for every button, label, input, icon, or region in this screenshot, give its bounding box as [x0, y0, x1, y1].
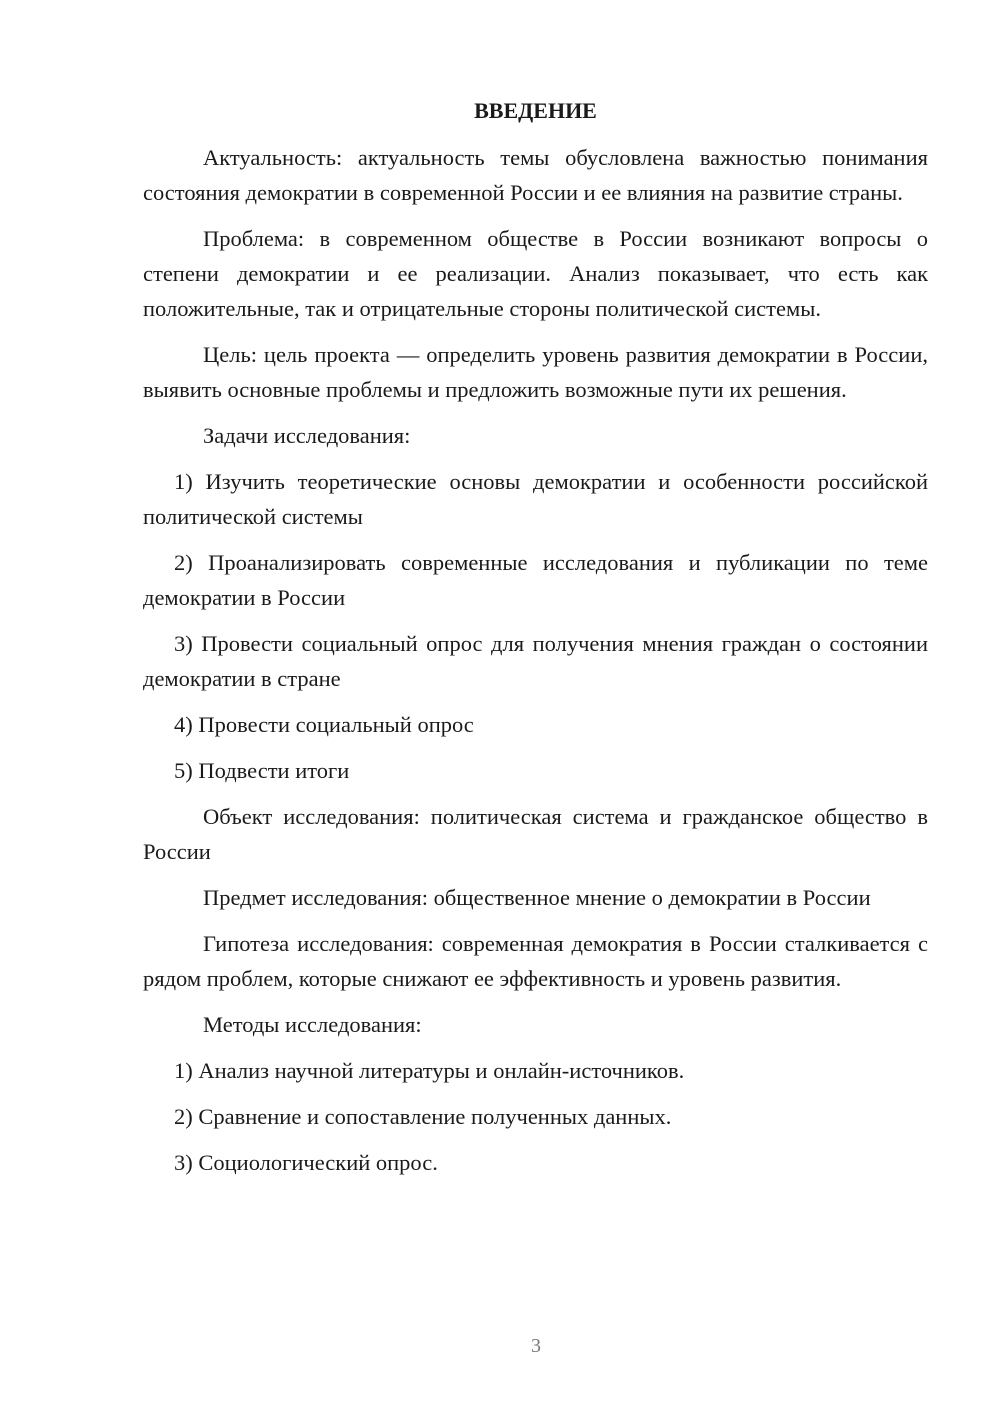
page-number: 3: [531, 1335, 541, 1357]
subject-paragraph: Предмет исследования: общественное мнение о демократии в России: [203, 885, 871, 910]
task-item: 1) Изучить теоретические основы демократии и особенности российской политической системы: [143, 469, 928, 529]
relevance-paragraph: Актуальность: актуальность темы обусловлена важностью понимания состояния демократии в современной России и ее влияния на развитие страны.: [143, 145, 928, 205]
object-paragraph: Объект исследования: политическая система и гражданское общество в России: [143, 804, 928, 864]
task-item: 2) Проанализировать современные исследования и публикации по теме демократии в России: [143, 550, 928, 610]
task-item: 4) Провести социальный опрос: [174, 712, 474, 737]
hypothesis-paragraph: Гипотеза исследования: современная демократия в России сталкивается с рядом проблем, которые снижают ее эффективность и уровень развития.: [143, 931, 928, 991]
tasks-heading: Задачи исследования:: [203, 423, 411, 448]
methods-heading: Методы исследования:: [203, 1012, 422, 1037]
goal-paragraph: Цель: цель проекта — определить уровень развития демократии в России, выявить основные проблемы и предложить возможные пути их решения.: [143, 342, 928, 402]
task-item: 5) Подвести итоги: [174, 758, 350, 783]
method-item: 3) Социологический опрос.: [174, 1150, 438, 1175]
problem-paragraph: Проблема: в современном обществе в России возникают вопросы о степени демократии и ее реализации. Анализ показывает, что есть как положительные, так и отрицательные стороны политической системы.: [143, 226, 928, 321]
method-item: 1) Анализ научной литературы и онлайн-источников.: [174, 1058, 685, 1083]
task-item: 3) Провести социальный опрос для получения мнения граждан о состоянии демократии в стране: [143, 631, 928, 691]
page-title: ВВЕДЕНИЕ: [474, 98, 597, 123]
method-item: 2) Сравнение и сопоставление полученных данных.: [174, 1104, 672, 1129]
page-content: [143, 96, 928, 1191]
